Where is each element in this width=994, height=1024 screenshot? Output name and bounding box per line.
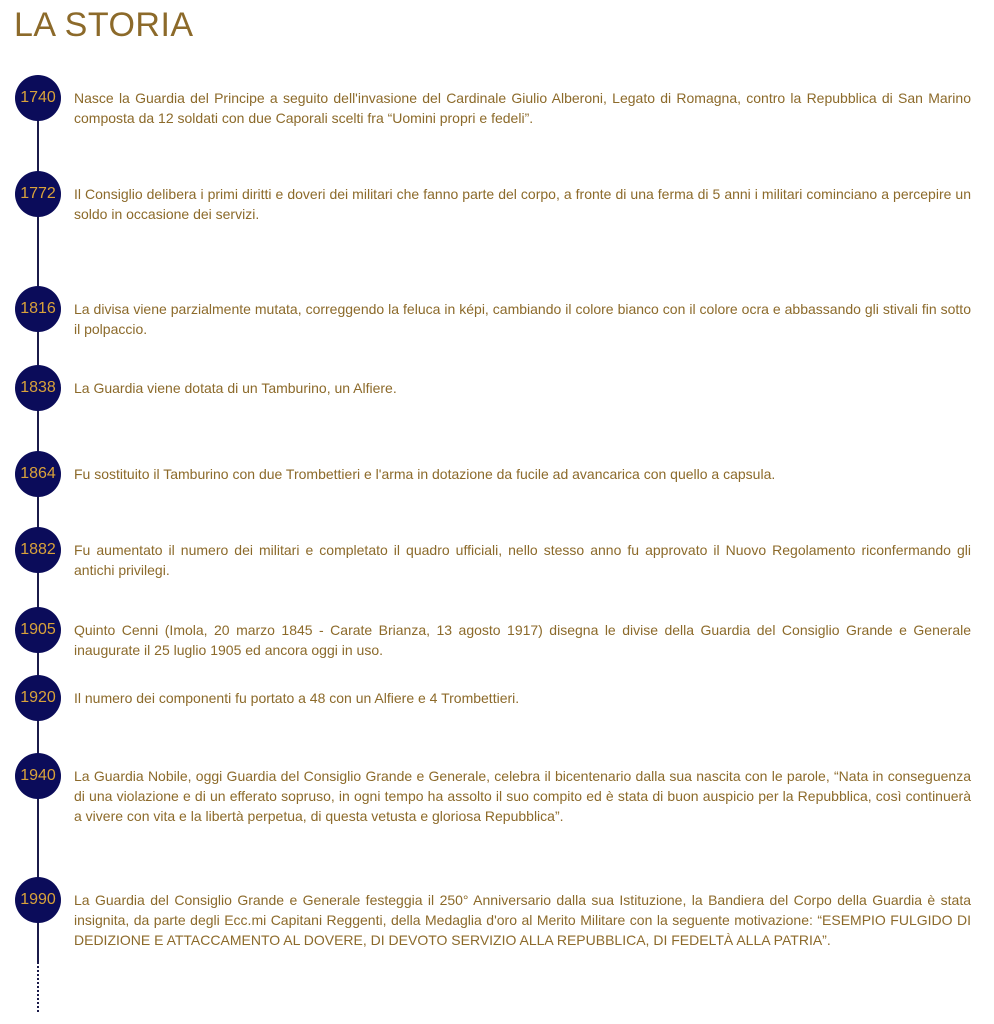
year-badge: 1772: [15, 171, 61, 217]
year-badge: 1882: [15, 527, 61, 573]
year-badge: 1940: [15, 753, 61, 799]
timeline-text: Nasce la Guardia del Principe a seguito dell'invasione del Cardinale Giulio Alberoni, Legato di Romagna, contro la Repubblica di San Marino composta da 12 soldati con due Caporali scelti fra “Uomini propri e fedeli”.: [74, 90, 971, 126]
timeline-text: Il Consiglio delibera i primi diritti e doveri dei militari che fanno parte del corpo, a fronte di una ferma di 5 anni i militari cominciano a percepire un soldo in occasione dei servizi.: [74, 186, 971, 222]
year-badge: 1740: [15, 75, 61, 121]
timeline-text: Il numero dei componenti fu portato a 48 con un Alfiere e 4 Trombettieri.: [74, 690, 520, 706]
year-badge: 1816: [15, 286, 61, 332]
timeline-text: La divisa viene parzialmente mutata, correggendo la feluca in képi, cambiando il colore bianco con il colore ocra e abbassando gli stivali fin sotto il polpaccio.: [74, 301, 971, 337]
timeline-text: La Guardia viene dotata di un Tamburino, un Alfiere.: [74, 380, 397, 396]
timeline-text: Fu aumentato il numero dei militari e completato il quadro ufficiali, nello stesso anno fu approvato il Nuovo Regolamento riconfermando gli antichi privilegi.: [74, 542, 971, 578]
year-badge: 1905: [15, 607, 61, 653]
page-title: LA STORIA: [14, 6, 194, 44]
timeline-text: Quinto Cenni (Imola, 20 marzo 1845 - Carate Brianza, 13 agosto 1917) disegna le divise della Guardia del Consiglio Grande e Generale inaugurate il 25 luglio 1905 ed ancora oggi in uso.: [74, 622, 971, 658]
year-badge: 1864: [15, 451, 61, 497]
timeline-text: La Guardia del Consiglio Grande e Generale festeggia il 250° Anniversario dalla sua Istituzione, la Bandiera del Corpo della Guardia è stata insignita, da parte degli Ecc.mi Capitani Reggenti, della Medaglia d'oro al Merito Militare con la seguente motivazione: “ESEMPIO FULGIDO DI DEDIZIONE E ATTACCAMENTO AL DOVERE, DI DEVOTO SERVIZIO ALLA REPUBBLICA, DI FEDELTÀ ALLA PATRIA”.: [74, 892, 971, 948]
timeline-dotted-end: [37, 962, 39, 1012]
year-badge: 1838: [15, 365, 61, 411]
timeline-text: Fu sostituito il Tamburino con due Trombettieri e l'arma in dotazione da fucile ad avancarica con quello a capsula.: [74, 466, 776, 482]
timeline-text: La Guardia Nobile, oggi Guardia del Consiglio Grande e Generale, celebra il bicentenario dalla sua nascita con le parole, “Nata in conseguenza di una violazione e di un efferato sopruso, in ogni tempo ha assolto il suo compito ed è stata di buon auspicio per la Repubblica, così continuerà a vivere con vita e la libertà perpetua, di questa vetusta e gloriosa Repubblica”.: [74, 768, 971, 824]
year-badge: 1920: [15, 675, 61, 721]
year-badge: 1990: [15, 877, 61, 923]
